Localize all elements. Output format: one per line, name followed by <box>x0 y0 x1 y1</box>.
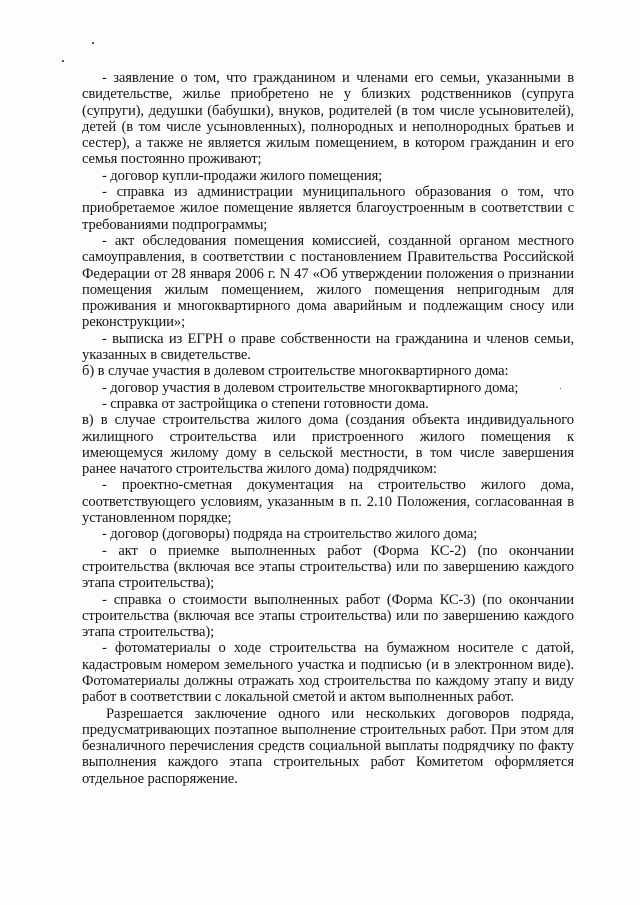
paragraph-inspection-act: - акт обследования помещения комиссией, созданной органом местного самоуправления, в соответствии с постановлением Правительства Российской Федерации от 28 января 2006 г. N 47 «Об утверждении положения о признании помещения жилым помещением, жилого помещения непригодным для проживания и многоквартирного дома аварийным и подлежащим сносу или реконструкции»; <box>82 232 574 331</box>
paragraph-municipal-certificate: - справка из администрации муниципального образования о том, что приобретаемое жилое помещение является благоустроенным в соответствии с требованиями подпрограммы; <box>82 184 574 233</box>
paragraph-construction-contract: - договор (договоры) подряда на строительство жилого дома; <box>102 526 478 543</box>
paragraph-shared-construction-contract: - договор участия в долевом строительстве многоквартирного дома; <box>102 379 519 396</box>
scan-speck <box>92 42 94 44</box>
scan-speck <box>62 60 64 62</box>
paragraph-permission-contracts: Разрешается заключение одного или нескольких договоров подряда, предусматривающих поэтапное выполнение строительных работ. При этом для безналичного перечисления средств социальной выплаты подрядчику по факту выполнения каждого этапа строительных работ Комитетом оформляется отдельное распоряжение. <box>82 705 574 787</box>
paragraph-sale-contract: - договор купли-продажи жилого помещения; <box>102 167 383 184</box>
paragraph-section-b: б) в случае участия в долевом строительстве многоквартирного дома: <box>82 363 509 380</box>
paragraph-ks2-act: - акт о приемке выполненных работ (Форма КС-2) (по окончании строительства (включая все этапы строительства) или по завершению каждого этапа строительства); <box>82 542 574 592</box>
document-body <box>82 70 574 787</box>
paragraph-egrn-extract: - выписка из ЕГРН о праве собственности на гражданина и членов семьи, указанных в свидетельстве. <box>82 330 574 364</box>
paragraph-developer-certificate: - справка от застройщика о степени готовности дома. <box>102 395 429 412</box>
paragraph-photo-materials: - фотоматериалы о ходе строительства на бумажном носителе с датой, кадастровым номером земельного участка и подписью (и в электронном виде). Фотоматериалы должны отражать ход строительства по каждому этапу и виду работ в соответствии с локальной сметой и актом выполненных работ. <box>82 640 574 706</box>
paragraph-ks3-certificate: - справка о стоимости выполненных работ (Форма КС-3) (по окончании строительства (включая все этапы строительства) или по завершению каждого этапа строительства); <box>82 591 574 641</box>
paragraph-statement-not-relatives: - заявление о том, что гражданином и членами его семьи, указанными в свидетельстве, жилье приобретено не у близких родственников (супруга (супруги), дедушки (бабушки), внуков, родителей (в том числе усыновителей), детей (в том числе усыновленных), полнородных и неполнородных братьев и сестер), а также не является жилым помещением, в котором гражданин и его семья постоянно проживают; <box>82 70 574 168</box>
paragraph-design-documentation: - проектно-сметная документация на строительство жилого дома, соответствующего условиям, указанным в п. 2.10 Положения, согласованная в установленном порядке; <box>82 477 574 527</box>
paragraph-section-v: в) в случае строительства жилого дома (создания объекта индивидуального жилищного строительства или пристроенного жилого помещения к имеющемуся жилому дому в сельской местности, в том числе завершения ранее начатого строительства жилого дома) подрядчиком: <box>82 412 574 478</box>
